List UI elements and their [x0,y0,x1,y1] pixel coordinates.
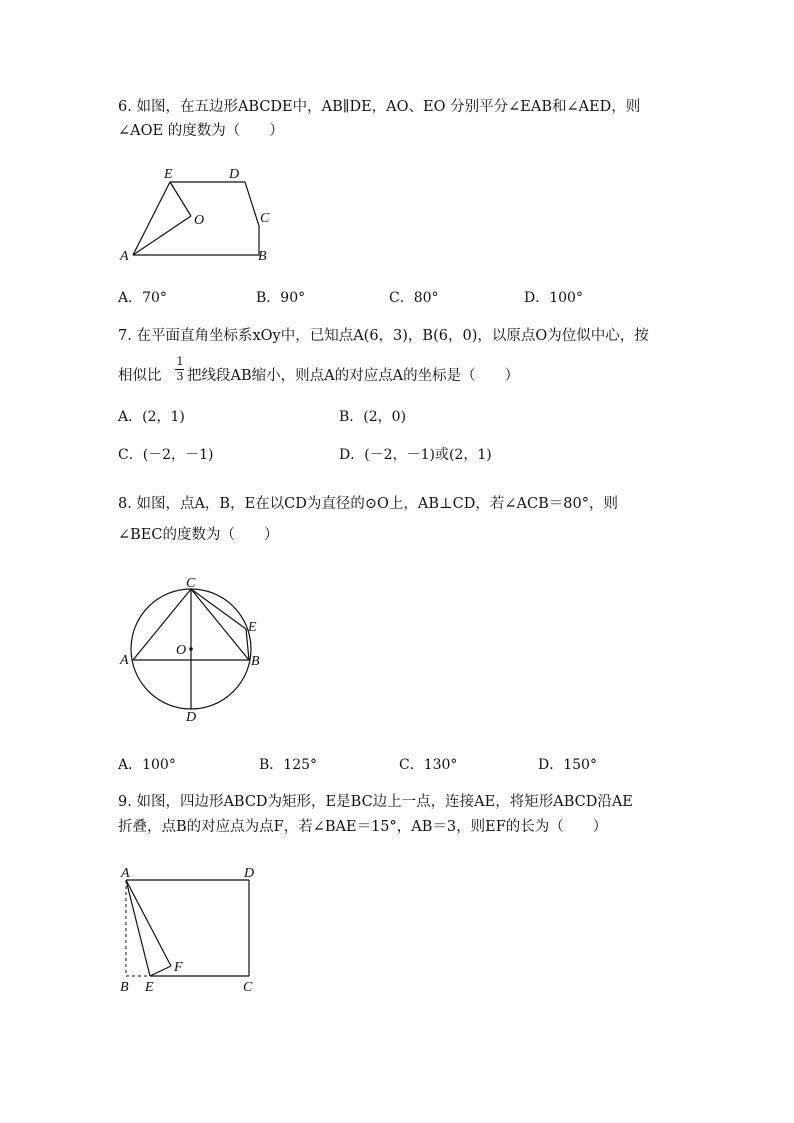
q6-label-O: O [194,213,205,228]
q7-stem-line2-suffix: 把线段AB缩小，则点A的对应点A的坐标是（ ） [187,368,520,384]
q9-segment-AE [126,880,150,976]
q6-stem-line1: 6. 如图，在五边形ABCDE中，AB∥DE，AO、EO 分别平分∠EAB和∠AED，则 [118,99,641,115]
q6-label-A: A [120,249,129,264]
q8-center-dot [189,647,193,651]
q6-option-b: B．90° [256,290,306,306]
q8-stem-line1: 8. 如图，点A，B，E在以CD为直径的⊙O上，AB⊥CD，若∠ACB＝80°，则 [118,496,618,512]
q9-stem-line1: 9. 如图，四边形ABCD为矩形，E是BC边上一点，连接AE，将矩形ABCD沿AE [118,794,633,810]
q7-option-b: B．(2，0) [339,409,407,425]
q9-label-E: E [145,980,154,995]
q6-label-C: C [260,211,270,226]
q9-label-B: B [120,980,129,995]
q7-stem-line2-prefix: 相似比 [118,368,162,384]
q8-label-A: A [120,653,129,668]
q8-option-c: C．130° [399,757,458,773]
q9-label-D: D [244,866,255,881]
q9-segment-EF [150,966,171,976]
q7-option-c: C．(－2，－1) [118,447,214,463]
q9-segment-AF [126,880,171,966]
q7-stem-line1: 7. 在平面直角坐标系xOy中，已知点A(6，3)，B(6，0)，以原点O为位似中心，按 [118,328,649,344]
q7-fraction-numerator: 1 [176,355,184,368]
q8-label-E: E [248,620,257,635]
q9-label-F: F [174,960,183,975]
q8-label-O: O [176,643,187,658]
q6-option-a: A．70° [118,290,167,306]
q9-label-A: A [121,866,130,881]
q8-option-d: D．150° [538,757,597,773]
q8-option-a: A．100° [118,757,176,773]
q6-label-B: B [258,249,267,264]
q7-option-d: D．(－2，－1)或(2，1) [339,447,492,463]
q9-label-C: C [243,980,253,995]
q6-segment-AO [133,216,191,255]
q7-fraction-denominator: 3 [176,370,184,383]
q8-label-C: C [186,576,196,591]
q8-option-b: B．125° [259,757,318,773]
q8-label-D: D [186,710,197,725]
q9-rectangle-figure [126,880,249,976]
q8-label-B: B [251,654,260,669]
q6-stem-line2: ∠AOE 的度数为（ ） [118,123,284,139]
q6-segment-EO [170,182,191,216]
q6-label-D: D [229,167,240,182]
q8-stem-line2: ∠BEC的度数为（ ） [118,527,279,543]
q6-option-c: C．80° [389,290,439,306]
q6-option-d: D．100° [524,290,583,306]
q7-option-a: A．(2，1) [118,409,185,425]
q9-stem-line2: 折叠，点B的对应点为点F，若∠BAE＝15°，AB＝3，则EF的长为（ ） [118,819,608,835]
q6-label-E: E [164,167,173,182]
